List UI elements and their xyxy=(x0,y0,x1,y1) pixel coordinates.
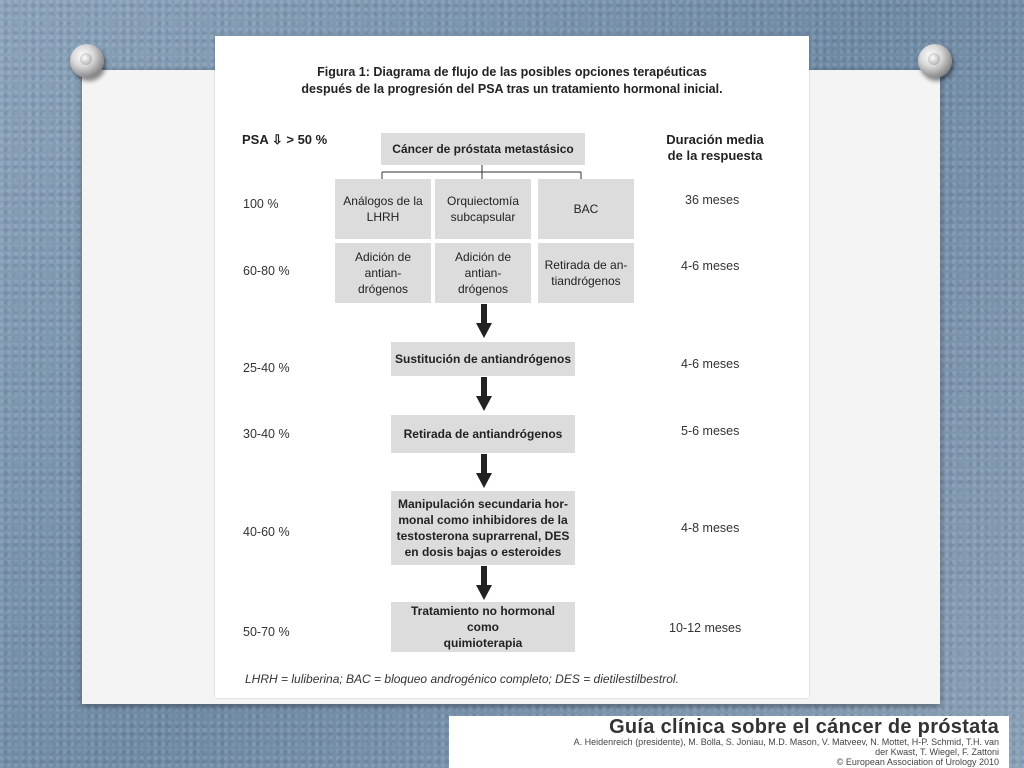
figure-slide xyxy=(215,36,809,698)
duration-value: 4-6 meses xyxy=(681,259,740,273)
source-authors-line1: A. Heidenreich (presidente), M. Bolla, S. Joniau, M.D. Mason, V. Matveev, N. Mottet, H-P. Schmid, T.H. van xyxy=(573,737,999,747)
option-label: Orquiectomía xyxy=(446,194,520,208)
second-row-label: Adición de antian- xyxy=(354,250,412,280)
step-label: testosterona suprarrenal, DES xyxy=(396,529,570,543)
second-row-label: tiandrógenos xyxy=(551,274,621,288)
step-box-chemotherapy xyxy=(391,602,575,652)
figure-title-line2: después de la progresión del PSA tras un tratamiento hormonal inicial. xyxy=(301,82,723,96)
figure-title-line1: Figura 1: Diagrama de flujo de las posibles opciones terapéuticas xyxy=(317,65,707,79)
option-box-lhrh xyxy=(335,179,431,239)
second-row-label: drógenos xyxy=(457,282,509,296)
psa-header: PSA ⇩ > 50 % xyxy=(242,132,328,147)
second-row-label: drógenos xyxy=(357,282,409,296)
source-title: Guía clínica sobre el cáncer de próstata xyxy=(609,716,999,738)
option-label: subcapsular xyxy=(450,210,516,224)
psa-value: 25-40 % xyxy=(243,361,290,375)
down-arrow-icon xyxy=(476,377,492,411)
pushpin-icon xyxy=(70,44,104,78)
second-row-box-2 xyxy=(435,243,531,303)
duration-value: 36 meses xyxy=(685,193,740,207)
psa-value: 100 % xyxy=(243,197,279,211)
down-arrow-icon xyxy=(476,454,492,488)
duration-header-line2: de la respuesta xyxy=(667,148,763,163)
down-arrow-icon xyxy=(476,304,492,338)
top-box: Cáncer de próstata metastásico xyxy=(381,133,585,165)
down-arrow-icon xyxy=(476,566,492,600)
footnote: LHRH = luliberina; BAC = bloqueo androgénico completo; DES = dietilestilbestrol. xyxy=(245,672,679,686)
psa-value: 30-40 % xyxy=(243,427,290,441)
option-label: Análogos de la xyxy=(343,194,423,208)
step-label: Tratamiento no hormonal como xyxy=(410,604,555,634)
second-row-label: Retirada de an- xyxy=(544,258,628,272)
duration-value: 10-12 meses xyxy=(669,621,742,635)
second-row-label: Adición de antian- xyxy=(454,250,512,280)
step-box-withdrawal: Retirada de antiandrógenos xyxy=(391,415,575,453)
source-authors-line2: der Kwast, T. Wiegel, F. Zattoni xyxy=(875,747,999,757)
duration-value: 4-6 meses xyxy=(681,357,740,371)
step-label: en dosis bajas o esteroides xyxy=(404,545,562,559)
step-label: quimioterapia xyxy=(443,636,523,650)
step-box-substitution: Sustitución de antiandrógenos xyxy=(391,342,575,376)
source-copyright: © European Association of Urology 2010 xyxy=(836,757,999,767)
duration-value: 5-6 meses xyxy=(681,424,740,438)
duration-value: 4-8 meses xyxy=(681,521,740,535)
step-label: Manipulación secundaria hor- xyxy=(397,497,569,511)
psa-value: 50-70 % xyxy=(243,625,290,639)
source-citation xyxy=(449,716,1009,768)
psa-value: 60-80 % xyxy=(243,264,290,278)
option-label: BAC xyxy=(573,202,599,216)
duration-header-line1: Duración media xyxy=(666,132,764,147)
option-box-bac xyxy=(538,179,634,239)
option-label: LHRH xyxy=(366,210,400,224)
psa-value: 40-60 % xyxy=(243,525,290,539)
step-label: monal como inhibidores de la xyxy=(398,513,568,527)
step-box-secondary-manipulation xyxy=(391,491,575,565)
pushpin-icon xyxy=(918,44,952,78)
second-row-box-3 xyxy=(538,243,634,303)
option-box-orchiectomy xyxy=(435,179,531,239)
second-row-box-1 xyxy=(335,243,431,303)
